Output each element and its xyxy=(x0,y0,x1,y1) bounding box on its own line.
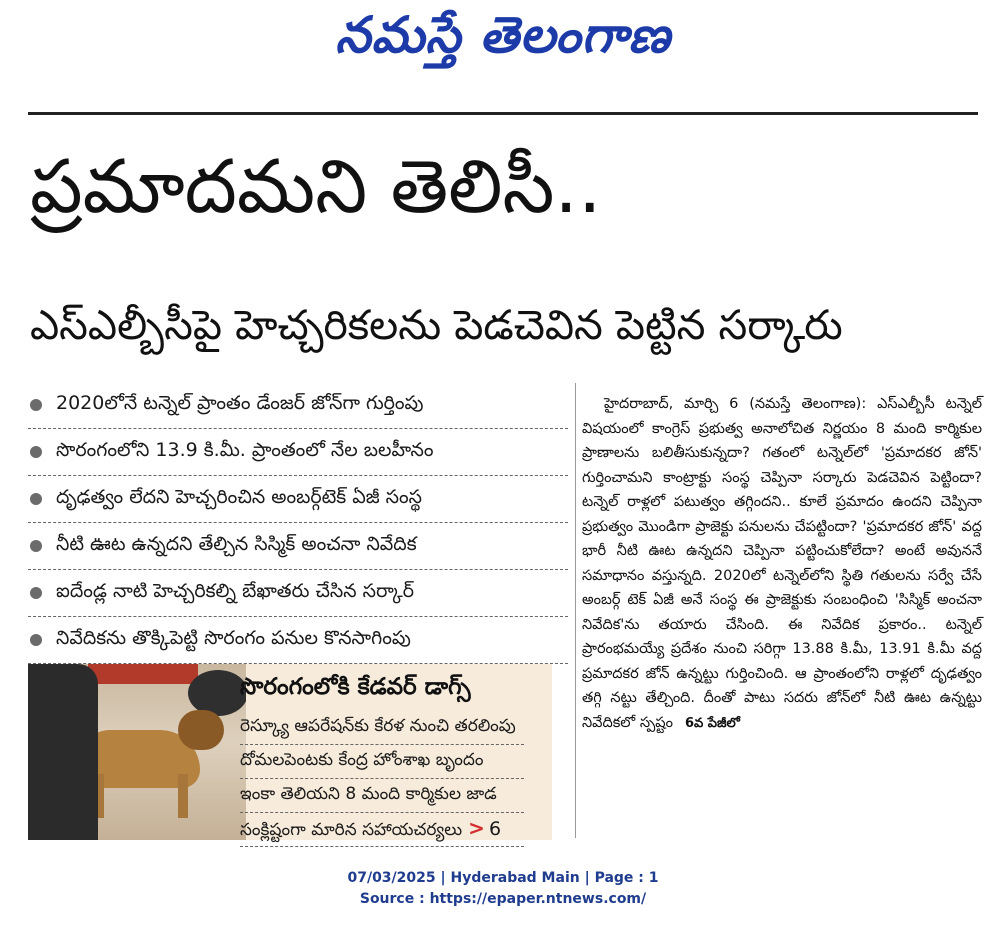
highlight-item: ఐదేండ్ల నాటి హెచ్చరికల్ని బేఖాతరు చేసిన సర్కార్ xyxy=(28,570,568,617)
bullet-icon xyxy=(30,399,42,411)
cadaver-dog-photo xyxy=(28,664,246,840)
cadaver-dogs-points xyxy=(240,711,524,847)
continued-on-page: 6వ పేజీలో xyxy=(684,715,740,731)
highlight-item: నివేదికను తొక్కిపెట్టి సొరంగం పనుల కొనసాగింపు xyxy=(28,617,568,664)
footer-date-edition: 07/03/2025 | Hyderabad Main | Page : 1 xyxy=(347,870,659,886)
bullet-icon xyxy=(30,540,42,552)
column-divider xyxy=(575,383,576,838)
article-text: హైదరాబాద్, మార్చి 6 (నమస్తే తెలంగాణ): ఎస్ఎల్బీసీ టన్నెల్ విషయంలో కాంగ్రెస్ ప్రభుత్వ అనాలోచిత నిర్ణయం 8 మంది కార్మికుల ప్రాణాలను బలితీసుకున్నదా? గతంలో టన్నెల్‌లో 'ప్రమాదకర జోన్' గుర్తించామని కాంట్రాక్టు సంస్థ చెప్పినా సర్కారు పెడచెవిన పెట్టిందా? టన్నెల్ రాళ్లలో పటుత్వం తగ్గిందని.. కూలే ప్రమాదం ఉందని చెప్పినా ప్రభుత్వం మొండిగా ప్రాజెక్టు పనులను చేపట్టిందా? 'ప్రమాదకర జోన్' వద్ద భారీ నీటి ఊట ఉన్నదని చెప్పినా పట్టించుకోలేదా? అంటే అవుననే సమాధానం వస్తున్నది. 2020లో టన్నెల్‌లోని స్థితి గతులను సర్వే చేసే అంబర్గ్ టెక్ ఏజీ అనే సంస్థ ఈ ప్రాజెక్టుకు సంబంధించి 'సిస్మిక్ అంచనా నివేదిక'ను తయారు చేసింది. ఈ నివేదిక ప్రకారం.. టన్నెల్ ప్రారంభమయ్యే ప్రదేశం నుంచి సరిగ్గా 13.88 కి.మీ, 13.91 కి.మీ వద్ద ప్రమాదకర జోన్ ఉన్నట్టు గుర్తించింది. ఆ ప్రాంతంలోని రాళ్లలో దృఢత్వం తగ్గి నట్టు తేల్చింది. దీంతో పాటు సదరు జోన్‌లో నీటి ఊట ఉన్నట్టు నివేదికలో స్పష్టం xyxy=(582,396,982,731)
bullet-icon xyxy=(30,587,42,599)
cadaver-point: ఇంకా తెలియని 8 మంది కార్మికుల జాడ xyxy=(240,779,524,813)
bullet-icon xyxy=(30,446,42,458)
article-body xyxy=(582,392,982,736)
masthead-logo: నమస్తే తెలంగాణ xyxy=(335,5,671,64)
headline: ప్రమాదమని తెలిసీ.. xyxy=(30,144,602,230)
footer-source: Source : https://epaper.ntnews.com/ xyxy=(359,891,647,907)
highlight-item: 2020లోనే టన్నెల్ ప్రాంతం డేంజర్ జోన్‌గా గుర్తింపు xyxy=(28,382,568,429)
cadaver-dogs-title: సొరంగంలోకి కేడవర్ డాగ్స్ xyxy=(240,674,471,700)
bullet-icon xyxy=(30,634,42,646)
page-footer xyxy=(0,868,1006,910)
cadaver-point: దోమలపెంటకు కేంద్ర హోంశాఖ బృందం xyxy=(240,745,524,779)
page-ref-number: 6 xyxy=(488,818,502,840)
cadaver-point: సంక్లిష్టంగా మారిన సహాయచర్యలు > 6 xyxy=(240,813,524,847)
bullet-icon xyxy=(30,493,42,505)
highlight-item: నీటి ఊట ఉన్నదని తేల్చిన సిస్మిక్ అంచనా నివేదిక xyxy=(28,523,568,570)
highlight-item: సొరంగంలోని 13.9 కి.మీ. ప్రాంతంలో నేల బలహీనం xyxy=(28,429,568,476)
highlights-list xyxy=(28,382,568,664)
highlight-item: దృఢత్వం లేదని హెచ్చరించిన అంబర్గ్‌టెక్ ఏజీ సంస్థ xyxy=(28,476,568,523)
masthead-rule xyxy=(28,112,978,115)
subheadline: ఎస్ఎల్బీసీపై హెచ్చరికలను పెడచెవిన పెట్టిన సర్కారు xyxy=(30,301,843,349)
cadaver-point: రెస్క్యూ ఆపరేషన్‌కు కేరళ నుంచి తరలింపు xyxy=(240,711,524,745)
page-ref-arrow-icon: > xyxy=(468,816,485,840)
